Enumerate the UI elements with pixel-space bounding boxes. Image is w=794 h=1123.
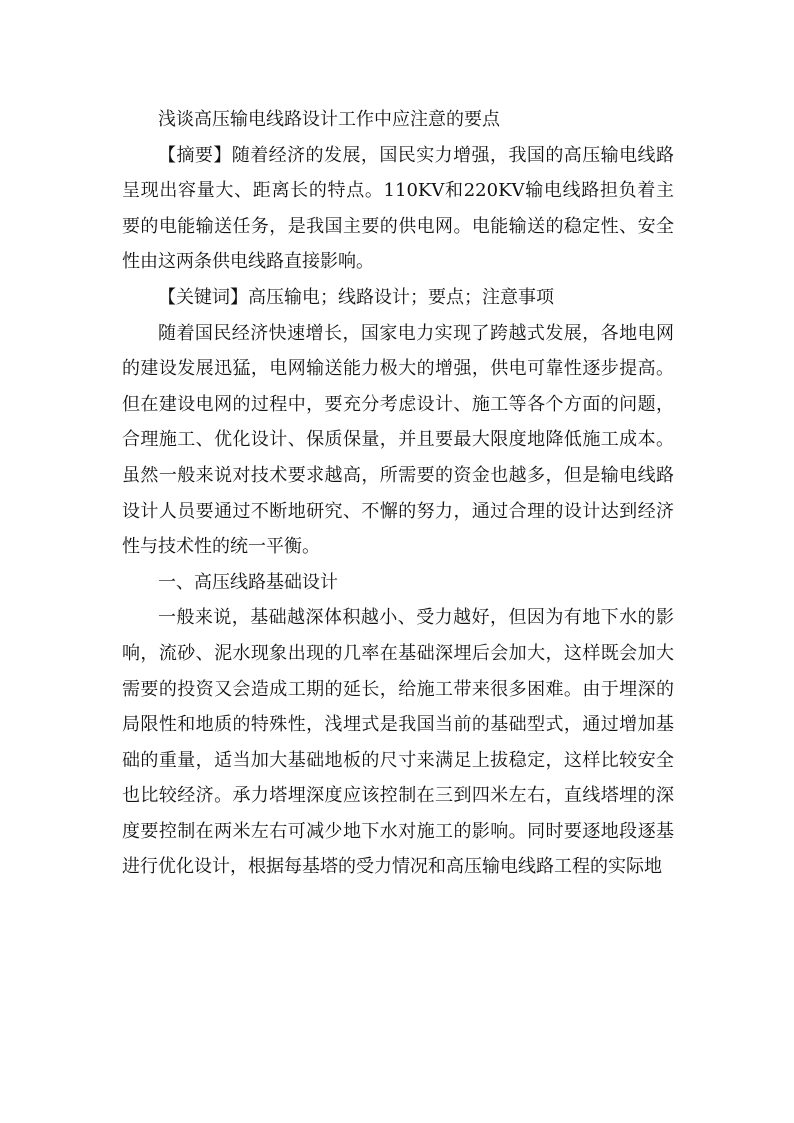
keywords-label: 【关键词】 <box>158 286 248 308</box>
intro-paragraph: 随着国民经济快速增长，国家电力实现了跨越式发展，各地电网的建设发展迅猛，电网输送能力极大的增强，供电可靠性逐步提高。但在建设电网的过程中，要充分考虑设计、施工等各个方面的问题，合理施工、优化设计、保质保量，并且要最大限度地降低施工成本。虽然一般来说对技术要求越高，所需要的资金也越多，但是输电线路设计人员要通过不断地研究、不懈的努力，通过合理的设计达到经济性与技术性的统一平衡。 <box>122 322 674 558</box>
document-body <box>122 102 674 885</box>
abstract-label: 【摘要】 <box>158 144 232 166</box>
abstract-paragraph <box>122 138 674 280</box>
abstract-text: 随着经济的发展，国民实力增强，我国的高压输电线路呈现出容量大、距离长的特点。110KV和220KV输电线路担负着主要的电能输送任务，是我国主要的供电网。电能输送的稳定性、安全性由这两条供电线路直接影响。 <box>122 144 675 273</box>
keywords-text: 高压输电；线路设计；要点；注意事项 <box>248 286 554 308</box>
document-title: 浅谈高压输电线路设计工作中应注意的要点 <box>158 109 500 130</box>
keywords-paragraph <box>122 280 674 316</box>
section-1-paragraph: 一般来说，基础越深体积越小、受力越好，但因为有地下水的影响，流砂、泥水现象出现的几率在基础深埋后会加大，这样既会加大需要的投资又会造成工期的延长，给施工带来很多困难。由于埋深的局限性和地质的特殊性，浅埋式是我国当前的基础型式，通过增加基础的重量，适当加大基础地板的尺寸来满足上拔稳定，这样比较安全也比较经济。承力塔埋深度应该控制在三到四米左右，直线塔埋的深度要控制在两米左右可减少地下水对施工的影响。同时要逐地段逐基进行优化设计，根据每基塔的受力情况和高压输电线路工程的实际地 <box>122 607 674 878</box>
section-1-heading: 一、高压线路基础设计 <box>158 571 338 593</box>
